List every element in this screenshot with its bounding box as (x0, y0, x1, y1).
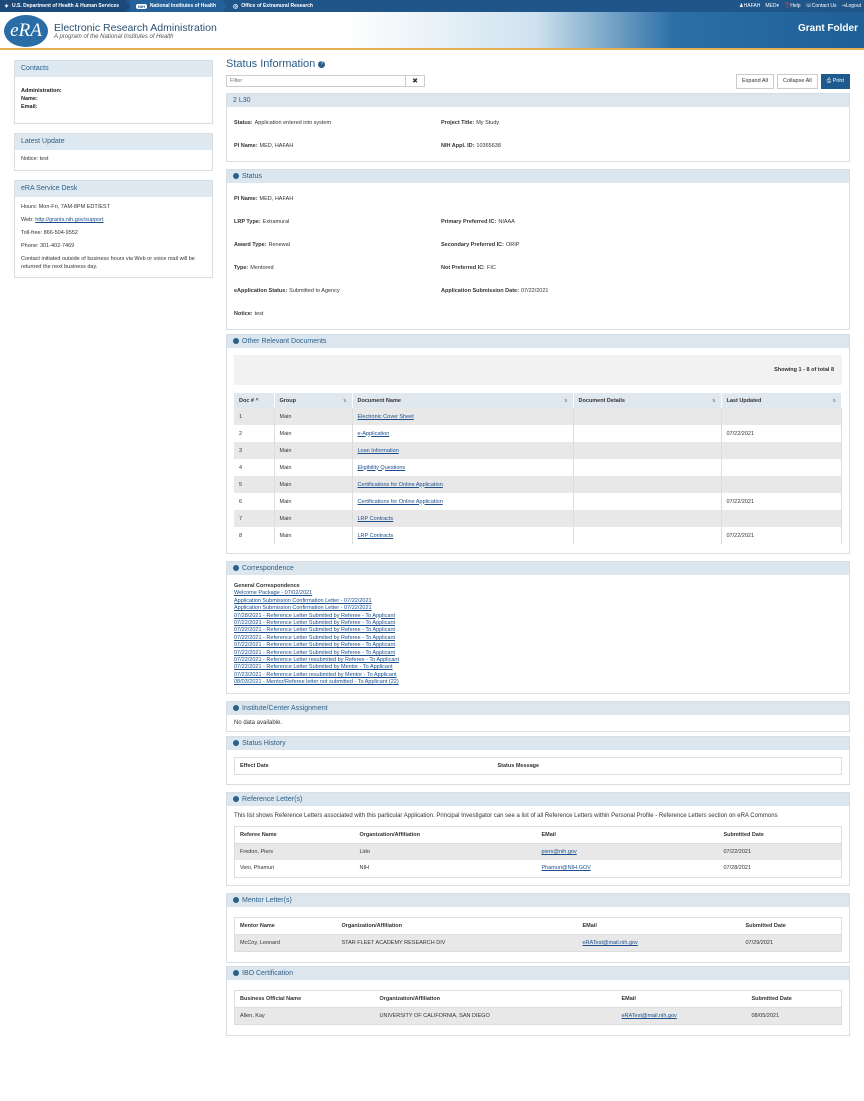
grant-folder-title: Grant Folder (797, 23, 858, 34)
panel-title: Status History (242, 739, 286, 747)
app-header (0, 12, 864, 50)
hhs-eagle-icon: ✦ (4, 3, 10, 10)
list-item (234, 679, 842, 686)
logout-label: Logout (845, 3, 861, 9)
correspondence-link[interactable]: 07/22/2021 - Reference Letter Submited by Referee - To Applicant (234, 627, 396, 634)
filter-bar (226, 74, 850, 90)
table-cell: Main (274, 459, 352, 476)
table-cell: 07/22/2021 (719, 843, 842, 860)
latest-update-title: Latest Update (15, 134, 212, 150)
collapse-icon (233, 338, 239, 344)
field-value: Application entered into system (254, 119, 332, 126)
ibo-certification-panel (226, 966, 850, 1036)
phone-icon: ☏ (805, 3, 812, 9)
column-header: Submitted Date (747, 990, 842, 1007)
table-cell (721, 408, 842, 425)
table-cell: McCoy, Leonard (235, 934, 337, 951)
field-label: Status: (234, 119, 253, 126)
page-title (226, 58, 850, 72)
desk-web-link[interactable]: http://grants.nih.gov/support (35, 217, 104, 223)
ic-assignment-panel (226, 701, 850, 732)
column-header: Organization/Affiliation (337, 917, 578, 934)
column-header: Referee Name (235, 826, 355, 843)
help-icon: ❓ (783, 3, 791, 9)
summary-header: 2 L30 (227, 94, 849, 107)
header-row (235, 917, 842, 934)
table-cell: 8 (234, 527, 274, 544)
table-cell: 1 (234, 408, 274, 425)
table-cell (573, 493, 721, 510)
status-header[interactable] (227, 170, 849, 183)
field-label: PI Name: (234, 142, 258, 149)
table-cell (721, 510, 842, 527)
field-label: LRP Type: (234, 218, 261, 225)
table-cell: 4 (234, 459, 274, 476)
print-icon: ⎙ (826, 78, 832, 84)
field-value: test (254, 310, 264, 317)
field-value: Submitted to Agency (289, 287, 340, 294)
contact-link[interactable] (806, 3, 837, 9)
filter-input[interactable] (226, 75, 406, 87)
correspondence-link[interactable]: 07/22/2021 - Reference Letter Submited by Referee - To Applicant (234, 642, 396, 649)
table-cell: 3 (234, 442, 274, 459)
column-header: EMail (617, 990, 747, 1007)
list-item (234, 620, 842, 627)
field-label: Project Title: (441, 119, 475, 126)
field-value: FIC (487, 264, 496, 271)
email-link[interactable]: Phamuri@NIH.GOV (541, 865, 591, 872)
correspondence-panel (226, 561, 850, 694)
table-cell (537, 860, 719, 877)
admin-label: Administration: (21, 88, 62, 94)
correspondence-subtitle: General Correspondence (234, 583, 300, 589)
desk-tollfree: Toll-free: 866-504-9552 (21, 230, 78, 236)
column-label: Document Details (578, 397, 625, 404)
list-item (234, 664, 842, 671)
oer-link[interactable] (227, 0, 319, 12)
field-label: Type: (234, 264, 249, 271)
column-label: Last Updated (726, 397, 762, 404)
collapse-icon (233, 740, 239, 746)
brand-title: Electronic Research Administration (54, 22, 217, 34)
column-header[interactable] (721, 393, 842, 408)
collapse-icon (233, 705, 239, 711)
field-label: PI Name: (234, 195, 258, 202)
collapse-all-button[interactable]: Collapse All (777, 74, 818, 89)
table-row (234, 408, 842, 425)
sort-icon: ⇅ (343, 397, 347, 403)
table-row (235, 860, 842, 877)
panel-title: Institute/Center Assignment (242, 704, 328, 712)
table-cell (573, 510, 721, 527)
table-cell (352, 425, 573, 442)
sidebar (14, 60, 213, 287)
logout-icon: ⇥ (841, 3, 846, 9)
field-label: Notice: (234, 310, 253, 317)
desk-note: Contact initiated outside of business hours via Web or voice mail will be returned the next business day. (21, 256, 195, 270)
collapse-icon (233, 565, 239, 571)
status-history-panel (226, 736, 850, 785)
field-label: eApplication Status: (234, 287, 288, 294)
list-item (234, 605, 842, 612)
list-item (234, 635, 842, 642)
column-header: Organization/Affiliation (375, 990, 617, 1007)
table-cell: Main (274, 510, 352, 527)
document-link[interactable]: e-Application (357, 430, 390, 437)
user-name: HAFAH (743, 3, 761, 9)
help-label: Help (790, 3, 801, 9)
service-desk-title: eRA Service Desk (15, 181, 212, 197)
documents-panel (226, 334, 850, 554)
column-header: Mentor Name (235, 917, 337, 934)
column-header: Organization/Affiliation (355, 826, 537, 843)
showing-count: Showing 1 - 8 of total 8 (234, 355, 842, 385)
list-item (234, 613, 842, 620)
correspondence-link[interactable]: 07/22/2021 - Reference Letter Submited by Referee - To Applicant (234, 634, 396, 641)
table-cell: 08/05/2021 (747, 1007, 842, 1024)
table-cell: 07/29/2021 (741, 934, 842, 951)
table-cell (352, 493, 573, 510)
status-panel (226, 169, 850, 330)
help-circle-icon[interactable]: ? (318, 61, 325, 68)
correspondence-link[interactable]: 07/22/2021 - Reference Letter Submited by Referee - To Applicant (234, 649, 396, 656)
correspondence-link[interactable]: Welcome Package - 07/02/2021 (234, 590, 313, 597)
table-row (235, 934, 842, 951)
role-label: MED (765, 3, 777, 9)
table-cell (352, 459, 573, 476)
list-item (234, 657, 842, 664)
table-cell: 07/28/2021 (723, 865, 752, 872)
table-cell: Veni, Phamuri (240, 865, 275, 872)
contacts-box (14, 60, 213, 124)
reference-letters-header[interactable] (227, 793, 849, 806)
table-row (235, 843, 842, 860)
service-desk-box (14, 180, 213, 278)
ibo-certification-header[interactable] (227, 967, 849, 980)
nih-link[interactable] (130, 0, 222, 12)
column-header: Submitted Date (741, 917, 842, 934)
column-header: Status Message (493, 757, 842, 774)
table-cell (721, 442, 842, 459)
user-icon: ♟ (739, 3, 744, 9)
table-cell (573, 408, 721, 425)
oer-label: Office of Extramural Research (241, 3, 313, 9)
list-item (234, 672, 842, 679)
field-label: Award Type: (234, 241, 267, 248)
hhs-label: U.S. Department of Health & Human Services (12, 3, 120, 9)
field-value: ORIP (505, 241, 520, 248)
table-row (234, 527, 842, 544)
table-cell: Main (274, 408, 352, 425)
column-label: Group (279, 397, 296, 404)
sort-icon: ⇅ (564, 397, 568, 403)
column-header: Business Official Name (235, 990, 375, 1007)
documents-table (234, 393, 842, 544)
column-header[interactable] (352, 393, 573, 408)
panel-title: Correspondence (242, 565, 294, 572)
panel-title: Status (242, 173, 262, 180)
table-cell (352, 510, 573, 527)
table-cell: 6 (234, 493, 274, 510)
desk-web-label: Web: (21, 217, 34, 223)
status-history-header[interactable] (227, 737, 849, 750)
table-cell: Fredon, Piers (235, 843, 355, 860)
correspondence-link[interactable]: 07/22/2021 - Reference Letter Submited by Mentor - To Applicant (234, 664, 393, 671)
column-header[interactable] (234, 393, 274, 408)
main-content (226, 58, 850, 1036)
field-value: 10365638 (476, 142, 501, 149)
latest-update-box (14, 133, 213, 171)
page-title-text: Status Information (226, 58, 316, 70)
table-cell (352, 527, 573, 544)
collapse-icon (233, 796, 239, 802)
table-cell: 7 (234, 510, 274, 527)
correspondence-link[interactable]: Application Submission Confirmation Letter - 07/22/2021 (234, 605, 372, 612)
table-cell: Main (274, 493, 352, 510)
hhs-link[interactable] (0, 0, 125, 12)
email-link[interactable]: piers@nih.gov (541, 848, 577, 855)
reference-letters-table (234, 826, 842, 878)
table-cell: 07/22/2021 (721, 425, 842, 442)
sort-icon: ⇅ (832, 397, 836, 403)
document-link[interactable]: Certifications for Online Application (357, 498, 443, 505)
correspondence-list (234, 590, 842, 686)
table-cell (617, 1007, 747, 1024)
table-cell: Main (274, 425, 352, 442)
document-link[interactable]: LRP Contracts (357, 532, 394, 539)
field-label: Primary Preferred IC: (441, 218, 497, 225)
era-logo[interactable]: eRA (4, 15, 48, 47)
field-value: NIAAA (498, 218, 515, 225)
field-label: Application Submission Date: (441, 287, 519, 294)
table-cell (352, 476, 573, 493)
field-value: Mentored (250, 264, 274, 271)
table-row (234, 459, 842, 476)
correspondence-link[interactable]: Application Submission Confirmation Letter - 07/22/2021 (234, 597, 372, 604)
sort-icon: ⇅ (712, 397, 716, 403)
table-cell (352, 442, 573, 459)
table-cell (573, 425, 721, 442)
ibo-certification-table (234, 990, 842, 1025)
table-row (234, 493, 842, 510)
email-link[interactable]: eRATest@mail.nih.gov (621, 1012, 677, 1019)
panel-title: IBO Certification (242, 969, 293, 977)
column-label: Document Name (357, 397, 401, 404)
nih-badge: NIH (138, 3, 145, 9)
field-value: My Study (476, 119, 500, 126)
table-cell: Allen, Kay (235, 1007, 375, 1024)
list-item (234, 598, 842, 605)
column-header[interactable] (274, 393, 352, 408)
list-item (234, 627, 842, 634)
table-cell: 07/22/2021 (721, 527, 842, 544)
desk-hours: Hours: Mon-Fri, 7AM-8PM EDT/EST (21, 204, 110, 210)
correspondence-header[interactable] (227, 562, 849, 575)
table-cell (573, 442, 721, 459)
field-value: 07/22/2021 (520, 287, 549, 294)
ic-assignment-header[interactable] (227, 702, 849, 715)
print-button[interactable] (821, 74, 850, 89)
list-item (234, 642, 842, 649)
header-row (235, 990, 842, 1007)
name-label: Name: (21, 96, 38, 102)
caret-down-icon: ▾ (776, 3, 779, 9)
latest-notice: Notice: test (21, 156, 49, 162)
document-link[interactable]: Loan Information (357, 447, 399, 454)
table-cell: UNIVERSITY OF CALIFORNIA, SAN DIEGO (375, 1007, 617, 1024)
print-label: Print (832, 78, 844, 84)
contact-label: Contact Us (811, 3, 837, 9)
field-label: NIH Appl. ID: (441, 142, 475, 149)
list-item (234, 590, 842, 597)
field-value: MED, HAFAH (259, 142, 294, 149)
mentor-letters-panel (226, 893, 850, 963)
email-label: Email: (21, 104, 38, 110)
collapse-icon (233, 897, 239, 903)
no-data-text: No data available. (234, 719, 283, 726)
clear-filter-button[interactable]: ✖ (406, 75, 425, 87)
desk-phone: Phone: 301-402-7469 (21, 243, 75, 249)
email-link[interactable]: eRATest@mail.nih.gov (582, 939, 638, 946)
column-header: Effect Date (235, 757, 493, 774)
document-link[interactable]: LRP Contracts (357, 515, 394, 522)
expand-all-button[interactable]: Expand All (736, 74, 774, 89)
documents-header[interactable] (227, 335, 849, 348)
table-cell (721, 476, 842, 493)
oer-logo-icon: ◎ (233, 3, 239, 10)
field-label: Secondary Preferred IC: (441, 241, 504, 248)
table-cell (578, 934, 741, 951)
table-cell: Main (274, 442, 352, 459)
role-menu[interactable] (765, 3, 779, 9)
field-value: Extramural (262, 218, 290, 225)
table-cell (352, 408, 573, 425)
table-cell: Main (274, 476, 352, 493)
table-cell (537, 843, 719, 860)
correspondence-link[interactable]: 07/23/2021 - Reference Letter resubmited by Mentor - To Applicant (234, 671, 397, 678)
panel-title: Other Relevant Documents (242, 338, 327, 345)
header-row (235, 826, 842, 843)
table-row (235, 1007, 842, 1024)
mentor-letters-table (234, 917, 842, 952)
top-nav-bar (0, 0, 864, 12)
correspondence-link[interactable]: 07/22/2021 - Reference Letter resubmited by Referee - To Applicant (234, 657, 399, 664)
table-cell: 5 (234, 476, 274, 493)
document-link[interactable]: Electronic Cover Sheet (357, 413, 414, 420)
table-cell: 2 (234, 425, 274, 442)
field-label: Not Preferred IC: (441, 264, 486, 271)
table-cell: NIH (359, 865, 369, 872)
status-history-table (234, 757, 842, 775)
contacts-title: Contacts (15, 61, 212, 77)
nih-label: National Institutes of Health (149, 3, 217, 9)
column-header: Submitted Date (719, 826, 842, 843)
document-link[interactable]: Eligibility Questions (357, 464, 406, 471)
list-item (234, 650, 842, 657)
table-cell (573, 459, 721, 476)
desk-web (21, 214, 206, 227)
brand (54, 22, 217, 40)
table-cell: Main (274, 527, 352, 544)
collapse-icon (233, 970, 239, 976)
table-cell: Lido (355, 843, 537, 860)
correspondence-link[interactable]: 08/03/2021 - Mentor/Referee letter not submitted - To Applicant (22) (234, 679, 399, 686)
logout-link[interactable] (842, 3, 862, 9)
correspondence-link[interactable]: 07/28/2021 - Reference Letter Submited by Referee - To Applicant (234, 612, 396, 619)
mentor-letters-header[interactable] (227, 894, 849, 907)
field-value: MED, HAFAH (259, 195, 294, 202)
user-menu[interactable] (739, 3, 760, 9)
table-row (234, 425, 842, 442)
document-link[interactable]: Certifications for Online Application (357, 481, 443, 488)
panel-title: Reference Letter(s) (242, 795, 303, 803)
column-header: EMail (537, 826, 719, 843)
table-row (234, 442, 842, 459)
table-cell (721, 459, 842, 476)
sort-asc-icon: ^ (255, 397, 259, 404)
panel-title: Mentor Letter(s) (242, 896, 292, 904)
column-label: Doc # (239, 397, 254, 404)
table-cell: 07/22/2021 (721, 493, 842, 510)
table-cell (573, 527, 721, 544)
table-row (234, 476, 842, 493)
correspondence-link[interactable]: 07/22/2021 - Reference Letter Submited by Referee - To Applicant (234, 620, 396, 627)
column-header[interactable] (573, 393, 721, 408)
reference-letters-panel (226, 792, 850, 886)
table-row (234, 510, 842, 527)
brand-subtitle: A program of the National Institutes of Health (54, 34, 174, 40)
help-link[interactable] (784, 3, 801, 9)
table-cell: STAR FLEET ACADEMY RESEARCH DIV (337, 934, 578, 951)
reference-note: This list shows Reference Letters associated with this particular Application. Principal Investigator can see a list of all Reference Letters within Personal Profile - Reference Letters section on eRA Commons (234, 812, 778, 819)
field-value: Renewal (268, 241, 290, 248)
collapse-icon (233, 173, 239, 179)
column-header: EMail (578, 917, 741, 934)
table-cell (573, 476, 721, 493)
summary-panel (226, 93, 850, 162)
